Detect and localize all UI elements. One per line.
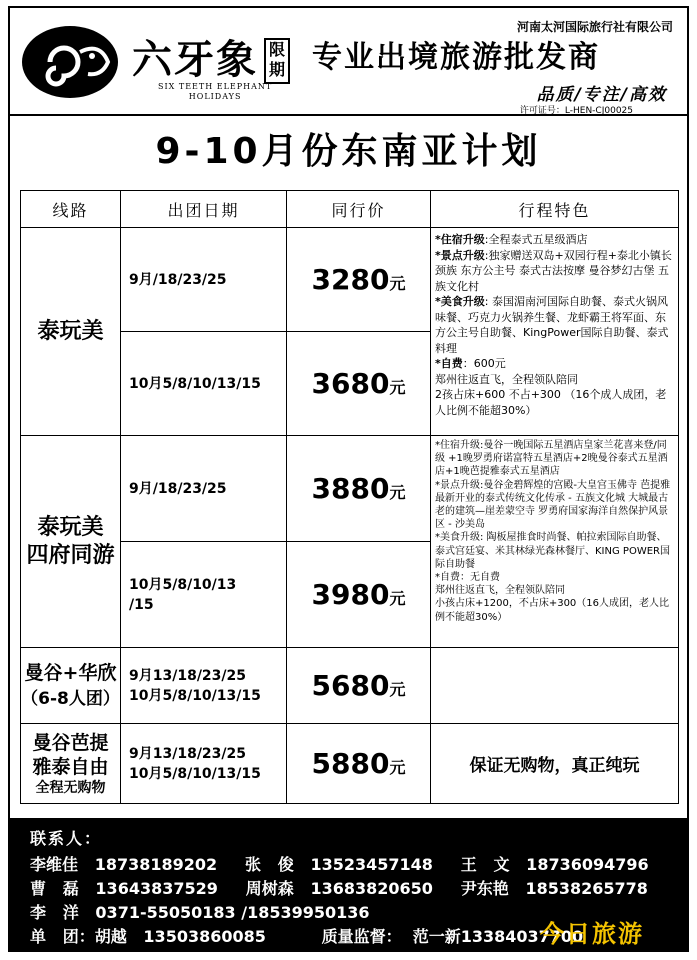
price-value: 3280 [311,263,390,296]
contact-row: 李 洋 0371-55050183 /18539950136 [30,903,370,922]
contact-row: 曹 磊 13643837529 周树森 13683820650 尹东艳 18538265778 [30,879,648,898]
header [8,6,689,116]
price [287,724,431,804]
table-row [21,724,679,804]
table-row [21,228,679,332]
feature-item: *景点升级:曼谷金碧辉煌的宫殿-大皇宫玉佛寺 芭提雅最新开业的泰式传统文化传承 - 五族文化城 大城最古老的建筑—崖差蒙空寺 罗勇府国家海洋自然保护风景区 - 沙美岛 [435,479,671,531]
brand-english-line1: SIX TEETH ELEPHANT [158,82,273,91]
route-name: 曼谷+华欣 （6-8人团） [21,648,121,724]
itinerary-table [20,190,679,804]
table-row [21,436,679,542]
price-unit: 元 [389,483,406,502]
brand-english [158,82,272,102]
feature-item: *美食升级: 陶板屋推食时尚餐、帕拉索国际自助餐、泰式宫廷宴、米其林绿光森林餐厅、KING POWER国际自助餐 [435,532,670,570]
contacts-heading: 联系人： [30,829,103,848]
page-title: 9-10月份东南亚计划 [155,131,542,172]
price [287,332,431,436]
permit-number: 许可证号：L-HEN-CJ00025 [519,106,633,116]
route-name: 曼谷芭提 雅泰自由 全程无购物 [21,724,121,804]
feature-item: *自费：600元 [435,357,506,370]
feature-item: *住宿升级:全程泰式五星级酒店 [435,233,588,246]
feature-item: *景点升级:独家赠送双岛+双园行程+泰北小镇长颈族 东方公主号 泰式古法按摩 曼谷梦幻古堡 五族文化村 [435,248,672,293]
price-value: 3980 [311,578,390,611]
price-unit: 元 [389,274,406,293]
price [287,228,431,332]
slogan: 专业出境旅游批发商 [312,40,600,75]
col-dates: 出团日期 [121,191,287,228]
contact-row: 李维佳 18738189202 张 俊 13523457148 王 文 18736094796 [30,855,649,874]
departure-dates: 9月13/18/23/25 10月5/8/10/13/15 [121,648,287,724]
no-shopping-feature: 保证无购物，真正纯玩 [431,724,679,804]
price [287,648,431,724]
price-unit: 元 [389,680,406,699]
features [431,228,679,436]
feature-item: 郑州往返直飞，全程领队陪同 [435,372,578,386]
route-name: 泰玩美 四府同游 [21,436,121,648]
feature-item: 2孩占床+600 不占+300 （16个成人成团，老人比例不能超30%） [435,388,667,417]
watermark-logo: 今日旅游 [540,920,644,948]
col-route: 线路 [21,191,121,228]
price-unit: 元 [389,589,406,608]
price-value: 5680 [311,669,390,702]
feature-item: *自费：无自费 [435,572,500,584]
feature-item: *住宿升级:曼谷一晚国际五星酒店皇家兰花喜来登/同级 +1晚罗勇府诺富特五星酒店+2晚曼谷泰式五星酒店+1晚芭提雅泰式五星酒店 [435,440,668,478]
departure-dates: 10月5/8/10/13/15 [121,332,287,436]
features [431,436,679,648]
limited-seal: 限期 [264,38,290,84]
price-unit: 元 [389,378,406,397]
departure-dates: 9月13/18/23/25 10月5/8/10/13/15 [121,724,287,804]
departure-dates: 10月5/8/10/13 /15 [121,542,287,648]
price-value: 3680 [311,367,390,400]
table-row [21,648,679,724]
feature-item: 郑州往返直飞，全程领队陪同 [435,585,565,597]
route-name: 泰玩美 [21,228,121,436]
contact-row: 单 团：胡越 13503860085 质量监督： 范一新13384037700 [30,927,584,946]
col-price: 同行价 [287,191,431,228]
feature-item: 小孩占床+1200，不占床+300（16人成团，老人比例不能超30%） [435,598,670,623]
brand-english-line2: HOLIDAYS [188,92,242,101]
col-features: 行程特色 [431,191,679,228]
brand-name: 六牙象 [132,36,258,83]
price [287,436,431,542]
price-value: 5880 [311,747,390,780]
agency-name: 河南太河国际旅行社有限公司 [516,20,673,34]
departure-dates: 9月/18/23/25 [121,436,287,542]
features-empty [431,648,679,724]
table-header-row [21,191,679,228]
departure-dates: 9月/18/23/25 [121,228,287,332]
price-unit: 元 [389,758,406,777]
feature-item: *美食升级: 泰国湄南河国际自助餐、泰式火锅风味餐、巧克力火锅养生餐、龙虾霸王将军面、东方公主号自助餐、KingPower国际自助餐、泰式料理 [435,295,669,355]
price [287,542,431,648]
elephant-logo [20,22,120,100]
price-value: 3880 [311,472,390,505]
motto: 品质/专注/高效 [536,85,667,105]
